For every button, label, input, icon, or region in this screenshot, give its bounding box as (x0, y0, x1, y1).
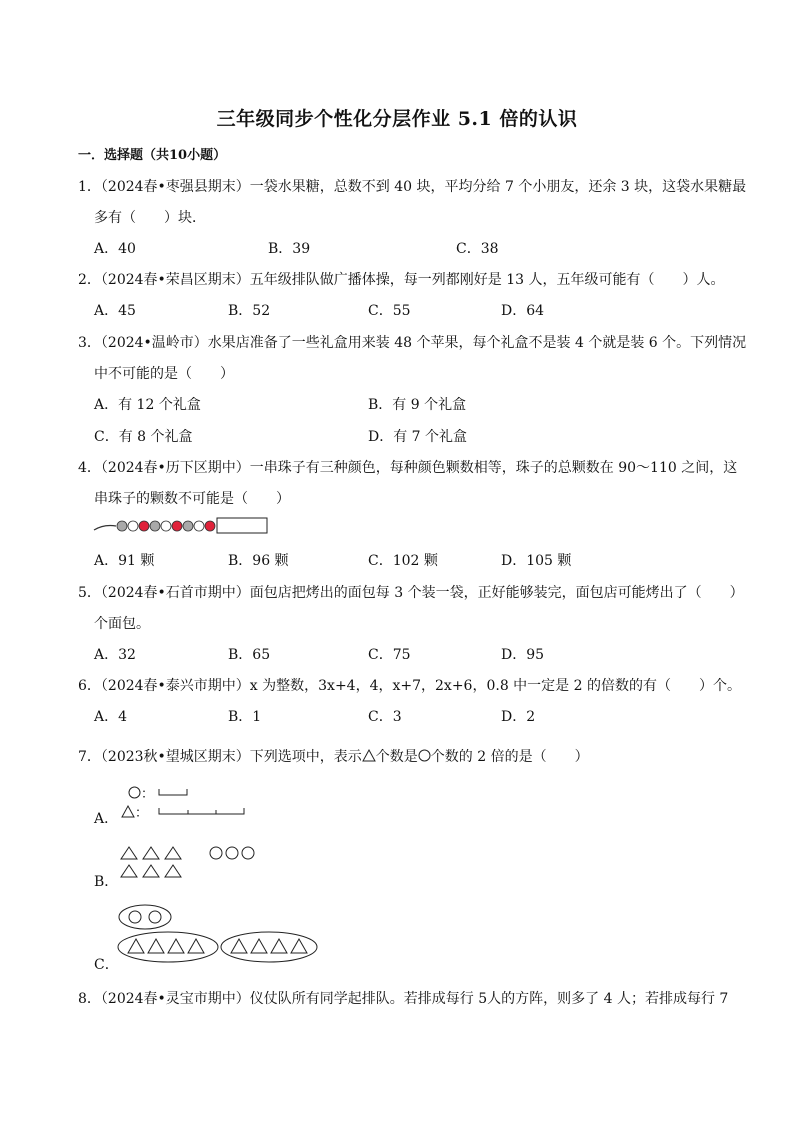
question-2-text: 2．（2024春•荣昌区期末）五年级排队做广播体操，每一列都刚好是 13 人，五年级可能有（ ）人。 (78, 272, 725, 288)
triangle-icon (251, 939, 267, 953)
question-6-option-b[interactable]: B．1 (228, 709, 262, 725)
triangle-icon (148, 939, 164, 953)
question-1-text-cont: 多有（ ）块． (94, 210, 206, 226)
option-a-colon-2: ： (135, 806, 149, 821)
question-4-option-c[interactable]: C．102 颗 (368, 553, 438, 569)
question-6-option-a[interactable]: A．4 (94, 709, 128, 725)
question-3-option-d[interactable]: D．有 7 个礼盒 (368, 429, 468, 445)
triangle-icon (121, 865, 137, 877)
option-a-circle-row (128, 783, 154, 802)
triangle-icon (121, 847, 137, 859)
question-5-text-cont: 个面包。 (94, 616, 150, 632)
question-5-option-d[interactable]: D．95 (501, 647, 545, 663)
triangle-icon (271, 939, 287, 953)
question-4-option-b[interactable]: B．96 颗 (228, 553, 289, 569)
question-7-prefix: 7．（2023秋•望城区期末）下列选项中，表示 (78, 749, 362, 765)
circle-icon (129, 911, 141, 923)
question-3-text: 3．（2024•温岭市）水果店准备了一些礼盒用来装 48 个苹果，每个礼盒不是装 4 个就是装 6 个。下列情况 (78, 335, 747, 351)
bead-red (172, 521, 182, 531)
question-4-text-cont: 串珠子的颗数不可能是（ ） (94, 491, 290, 507)
question-4-option-a[interactable]: A．91 颗 (94, 553, 155, 569)
triangle-icon (291, 939, 307, 953)
question-7-mid: 个数是 (375, 749, 418, 765)
option-a-triangle-bar (158, 806, 248, 816)
question-5-option-b[interactable]: B．65 (228, 647, 271, 663)
question-1-option-c[interactable]: C．38 (456, 241, 499, 257)
circle-icon (226, 847, 238, 859)
triangle-group-oval (221, 932, 317, 962)
triangle-icon (165, 847, 181, 859)
triangle-icon (165, 865, 181, 877)
question-2-option-a[interactable]: A．45 (94, 303, 136, 319)
question-7-option-c[interactable]: C． (94, 957, 119, 973)
option-a-colon-1: ： (141, 787, 155, 802)
triangle-icon (188, 939, 204, 953)
question-6-option-c[interactable]: C．3 (368, 709, 402, 725)
section-heading: 一．选择题（共10小题） (78, 148, 227, 163)
option-c-diagram (116, 904, 336, 968)
circle-icon (418, 749, 431, 762)
bead-white (194, 521, 204, 531)
bead-gray (150, 521, 160, 531)
question-4-option-d[interactable]: D．105 颗 (501, 553, 572, 569)
bead-white (161, 521, 171, 531)
bead-string-thread (94, 526, 116, 531)
bead-string-figure (92, 516, 272, 538)
question-8-text: 8．（2024春•灵宝市期中）仪仗队所有同学起排队。若排成每行 5人的方阵，则多了 4 人；若排成每行 7 (78, 991, 729, 1007)
question-6-text: 6．（2024春•泰兴市期中）x 为整数，3x+4，4，x+7，2x+6，0.8 中一定是 2 的倍数的有（ ）个。 (78, 678, 741, 694)
triangle-icon (168, 939, 184, 953)
question-7-option-b[interactable]: B． (94, 874, 119, 890)
question-7-suffix: 个数的 2 倍的是（ ） (430, 749, 589, 765)
question-6-option-d[interactable]: D．2 (501, 709, 536, 725)
triangle-icon (362, 749, 376, 762)
circle-group-oval (119, 905, 171, 929)
question-2-option-b[interactable]: B．52 (228, 303, 271, 319)
question-5-text: 5．（2024春•石首市期中）面包店把烤出的面包每 3 个装一袋，正好能够装完，面包店可能烤出了（ ） (78, 585, 744, 601)
bead-red (205, 521, 215, 531)
question-4-text: 4．（2024春•历下区期中）一串珠子有三种颜色，每种颜色颗数相等，珠子的总颗数在 90～110 之间，这 (78, 460, 738, 476)
triangle-icon (231, 939, 247, 953)
triangle-icon (143, 865, 159, 877)
bead-gray (183, 521, 193, 531)
bead-group (117, 521, 215, 531)
question-1-text: 1．（2024春•枣强县期末）一袋水果糖，总数不到 40 块，平均分给 7 个小朋友，还余 3 块，这袋水果糖最 (78, 179, 747, 195)
circle-icon (128, 786, 141, 799)
question-3-option-b[interactable]: B．有 9 个礼盒 (368, 397, 467, 413)
bead-box (217, 518, 267, 533)
triangle-icon (128, 939, 144, 953)
question-7-text (78, 746, 589, 766)
question-2-option-c[interactable]: C．55 (368, 303, 411, 319)
question-1-option-a[interactable]: A．40 (94, 241, 136, 257)
bead-red (139, 521, 149, 531)
page-title: 三年级同步个性化分层作业 5.1 倍的认识 (216, 108, 578, 130)
triangle-icon (121, 805, 135, 818)
option-a-triangle-row (121, 802, 148, 821)
question-2-option-d[interactable]: D．64 (501, 303, 545, 319)
question-3-text-cont: 中不可能的是（ ） (94, 366, 234, 382)
triangle-group-oval (118, 932, 218, 962)
question-5-option-a[interactable]: A．32 (94, 647, 136, 663)
circle-icon (210, 847, 222, 859)
bead-white (128, 521, 138, 531)
question-1-option-b[interactable]: B．39 (268, 241, 311, 257)
option-a-circle-bar (158, 787, 190, 797)
bead-gray (117, 521, 127, 531)
question-5-option-c[interactable]: C．75 (368, 647, 411, 663)
circle-icon (242, 847, 254, 859)
question-3-option-a[interactable]: A．有 12 个礼盒 (94, 397, 201, 413)
circle-icon (149, 911, 161, 923)
option-b-diagram (120, 845, 270, 881)
question-3-option-c[interactable]: C．有 8 个礼盒 (94, 429, 193, 445)
triangle-icon (143, 847, 159, 859)
question-7-option-a[interactable]: A． (94, 811, 119, 827)
